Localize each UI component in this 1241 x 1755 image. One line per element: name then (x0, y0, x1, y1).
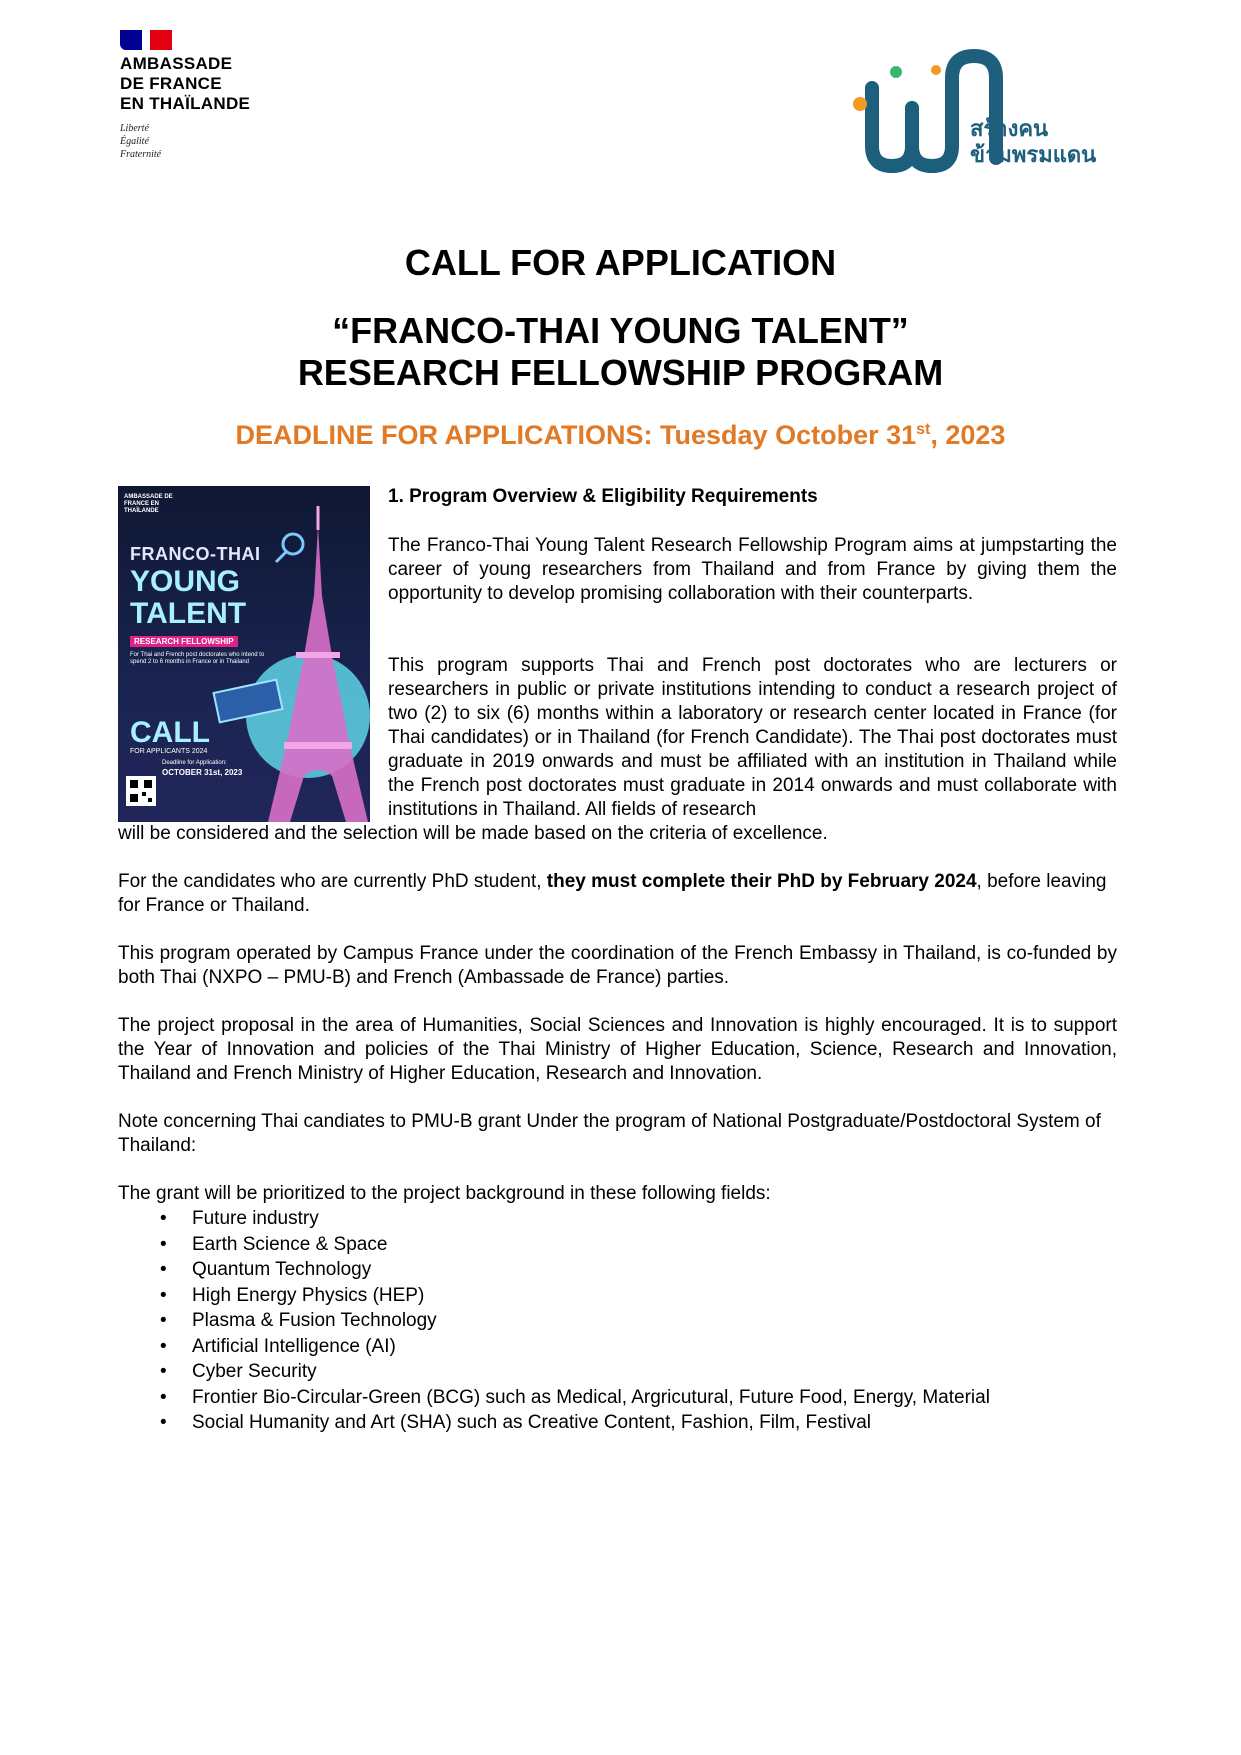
list-item: • High Energy Physics (HEP) (160, 1283, 990, 1309)
embassy-name-line1: AMBASSADE (120, 54, 233, 73)
list-item: • Social Humanity and Art (SHA) such as Creative Content, Fashion, Film, Festival (160, 1410, 990, 1436)
phd-text-2: , before leaving for France or Thailand. (118, 871, 1107, 916)
poster-for-applicants: FOR APPLICANTS 2024 (130, 748, 208, 755)
program-poster (118, 486, 370, 822)
list-item: • Future industry (160, 1206, 990, 1232)
paragraph-priority-fields: The grant will be prioritized to the project background in these following fields: (118, 1183, 771, 1204)
motto-fraternite: Fraternité (120, 149, 162, 160)
pmub-logo (852, 48, 1112, 178)
paragraph-eligibility-tail: will be considered and the selection will be made based on the criteria of excellence. (118, 823, 828, 844)
deadline-year: , 2023 (930, 420, 1006, 450)
program-title-line2: RESEARCH FELLOWSHIP PROGRAM (297, 352, 944, 393)
deadline-ordinal: st (916, 421, 931, 438)
list-item: • Quantum Technology (160, 1257, 990, 1283)
french-flag-icon (120, 30, 172, 50)
pmub-slogan (970, 116, 1096, 168)
poster-embassy: AMBASSADE DE FRANCE EN THAÏLANDE (124, 494, 173, 514)
list-item: • Plasma & Fusion Technology (160, 1308, 990, 1334)
poster-title-line2: YOUNG (130, 565, 241, 598)
pmub-slogan-line1: สร้างคน (970, 116, 1049, 141)
poster-deadline-label: Deadline for Application: (162, 760, 227, 766)
embassy-logo (120, 30, 290, 160)
poster-call: CALL (130, 716, 210, 749)
embassy-motto (120, 122, 161, 161)
poster-deadline-date: OCTOBER 31st, 2023 (162, 768, 243, 777)
paragraph-phd-students (118, 870, 1117, 918)
paragraph-pmub-note: Note concerning Thai candiates to PMU-B grant Under the program of National Postgraduate/Postdoctoral System of Thailand: (118, 1111, 1101, 1156)
phd-deadline-bold: they must complete their PhD by February 2024 (546, 871, 977, 892)
paragraph-funding: This program operated by Campus France under the coordination of the French Embassy in Thailand, is co-funded by both Thai (NXPO – PMU-B) and French (Ambassade de France) parties. (118, 943, 1117, 988)
pmub-slogan-line2: ข้ามพรมแดน (970, 142, 1097, 167)
embassy-name-line3: EN THAÏLANDE (120, 94, 251, 113)
poster-title-line1: FRANCO-THAI (130, 544, 261, 564)
motto-liberte: Liberté (120, 123, 149, 134)
section-heading: 1. Program Overview & Eligibility Requirements (388, 486, 818, 507)
list-item: • Frontier Bio-Circular-Green (BCG) such as Medical, Argricutural, Future Food, Energy, Material (160, 1385, 990, 1411)
paragraph-overview: The Franco-Thai Young Talent Research Fellowship Program aims at jumpstarting the career of young researchers from Thailand and from France by giving them the opportunity to develop promising collaboration with their counterparts. (388, 535, 1117, 604)
list-item: • Artificial Intelligence (AI) (160, 1334, 990, 1360)
embassy-name (120, 54, 250, 114)
paragraph-eligibility: This program supports Thai and French post doctorates who are lecturers or researchers in public or private institutions intending to conduct a research project of two (2) to six (6) months within a laboratory or research center located in France (for Thai candidates) or in Thailand (for French Candidate). The Thai post doctorates must graduate in 2019 onwards and must be affiliated with an institution in Thailand while the French post doctorates must graduate in 2014 onwards and must collaborate with institutions in Thailand. All fields of research (388, 655, 1117, 820)
deadline-text: DEADLINE FOR APPLICATIONS: Tuesday October 31 (235, 420, 917, 450)
priority-fields-list (160, 1206, 990, 1436)
poster-title-line3: TALENT (130, 597, 247, 630)
deadline-heading (0, 420, 1241, 451)
embassy-name-line2: DE FRANCE (120, 74, 222, 93)
poster-band: RESEARCH FELLOWSHIP (130, 636, 238, 647)
paragraph-encouraged-areas: The project proposal in the area of Humanities, Social Sciences and Innovation is highly encouraged. It is to support the Year of Innovation and policies of the Thai Ministry of Higher Education, Science, Research and Innovation, Thailand and French Ministry of Higher Education, Research and Innovation. (118, 1015, 1117, 1084)
program-title-line1: “FRANCO-THAI YOUNG TALENT” (332, 310, 909, 351)
motto-egalite: Égalité (120, 136, 149, 147)
list-item: • Earth Science & Space (160, 1232, 990, 1258)
program-title (0, 310, 1241, 394)
list-item: • Cyber Security (160, 1359, 990, 1385)
page-title: CALL FOR APPLICATION (404, 242, 837, 283)
phd-text-1: For the candidates who are currently PhD student, (118, 871, 547, 892)
poster-subtitle: For Thai and French post doctorates who intend to spend 2 to 6 months in France or in Thailand (130, 652, 265, 665)
